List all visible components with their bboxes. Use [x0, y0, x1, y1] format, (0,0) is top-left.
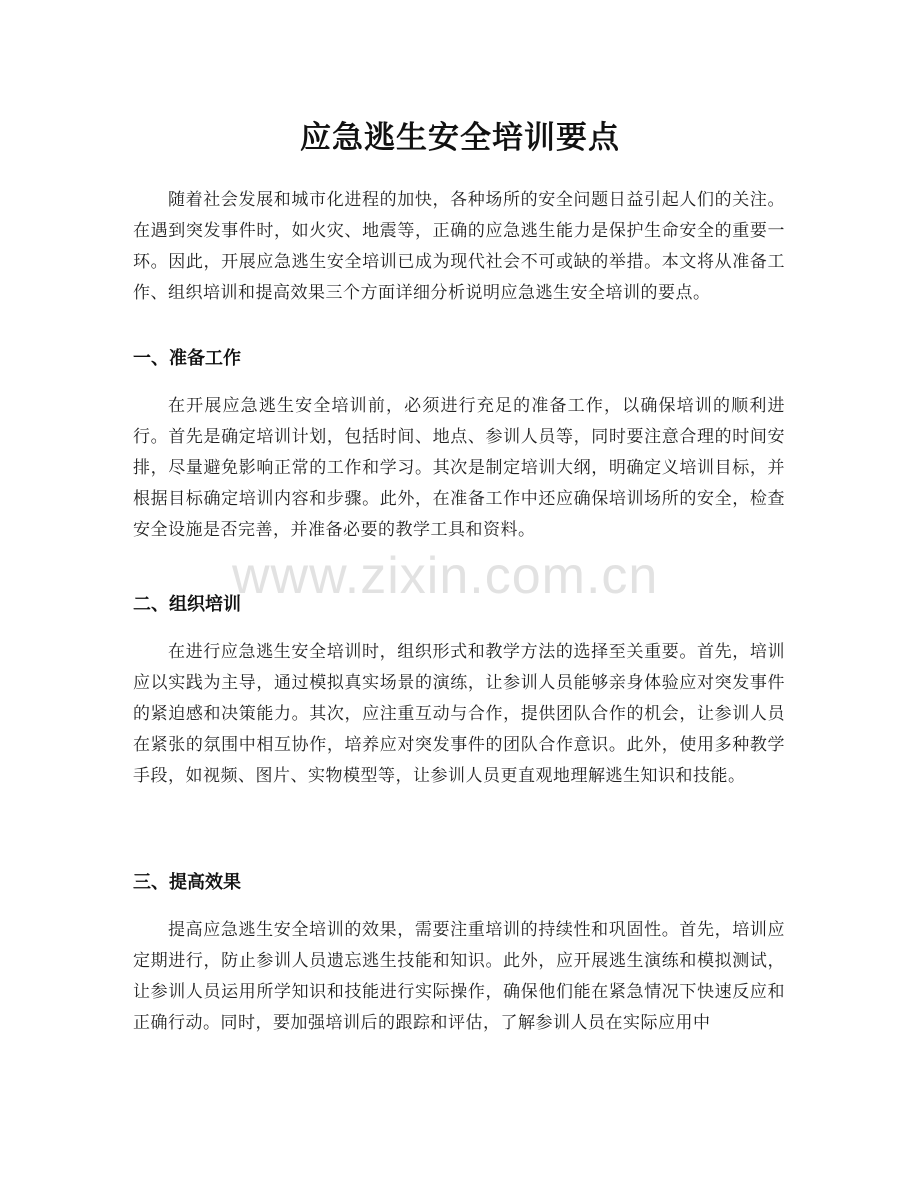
section-heading-preparation: 一、准备工作 — [133, 348, 241, 369]
section-body-organization: 在进行应急逃生安全培训时，组织形式和教学方法的选择至关重要。首先，培训应以实践为主导，通过模拟真实场景的演练，让参训人员能够亲身体验应对突发事件的紧迫感和决策能力。其次，应注重互动与合作，提供团队合作的机会，让参训人员在紧张的氛围中相互协作，培养应对突发事件的团队合作意识。此外，使用多种教学手段，如视频、图片、实物模型等，让参训人员更直观地理解逃生知识和技能。 — [133, 642, 785, 786]
intro-paragraph: 随着社会发展和城市化进程的加快，各种场所的安全问题日益引起人们的关注。在遇到突发事件时，如火灾、地震等，正确的应急逃生能力是保护生命安全的重要一环。因此，开展应急逃生安全培训已成为现代社会不可或缺的举措。本文将从准备工作、组织培训和提高效果三个方面详细分析说明应急逃生安全培训的要点。 — [133, 190, 785, 303]
section-heading-effectiveness: 三、提高效果 — [133, 872, 241, 893]
document-title: 应急逃生安全培训要点 — [300, 120, 620, 156]
watermark: www.zixin.com.cn — [232, 547, 659, 605]
section-body-effectiveness: 提高应急逃生安全培训的效果，需要注重培训的持续性和巩固性。首先，培训应定期进行，防止参训人员遗忘逃生技能和知识。此外，应开展逃生演练和模拟测试，让参训人员运用所学知识和技能进行实际操作，确保他们能在紧急情况下快速反应和正确行动。同时，要加强培训后的跟踪和评估，了解参训人员在实际应用中 — [133, 920, 785, 1033]
section-body-preparation: 在开展应急逃生安全培训前，必须进行充足的准备工作，以确保培训的顺利进行。首先是确定培训计划，包括时间、地点、参训人员等，同时要注意合理的时间安排，尽量避免影响正常的工作和学习。其次是制定培训大纲，明确定义培训目标，并根据目标确定培训内容和步骤。此外，在准备工作中还应确保培训场所的安全，检查安全设施是否完善，并准备必要的教学工具和资料。 — [133, 396, 785, 540]
section-heading-organization: 二、组织培训 — [133, 594, 241, 615]
